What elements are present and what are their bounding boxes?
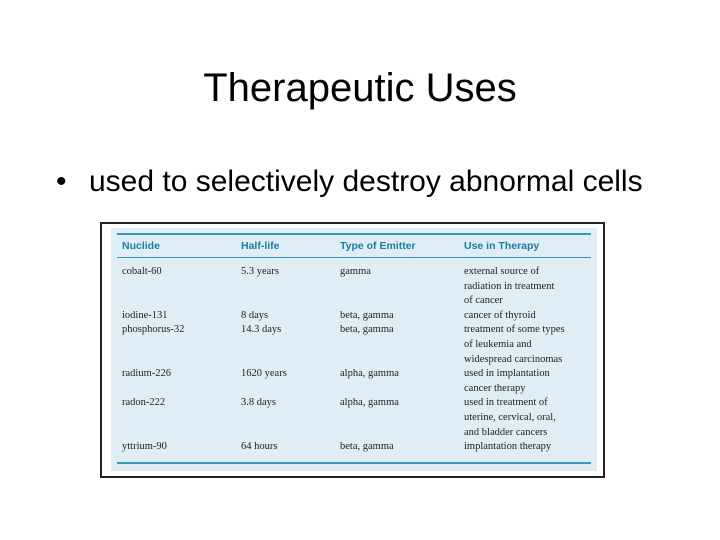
cell-emitter: beta, gamma (340, 309, 394, 321)
cell-emitter: beta, gamma (340, 324, 394, 336)
bullet-point (56, 162, 656, 202)
header-half-life: Half-life (241, 240, 280, 252)
cell-use: used in treatment of (464, 397, 548, 409)
cell-emitter: alpha, gamma (340, 397, 399, 409)
cell-use: uterine, cervical, oral, (464, 412, 556, 423)
cell-half-life: 1620 years (241, 368, 287, 380)
header-nuclide: Nuclide (122, 240, 160, 252)
cell-nuclide: yttrium-90 (122, 441, 167, 453)
cell-use: and bladder cancers (464, 426, 548, 438)
cell-nuclide: radon-222 (122, 397, 166, 409)
cell-use: external source of (464, 266, 540, 277)
cell-emitter: gamma (340, 266, 371, 277)
cell-use: used in implantation (464, 368, 550, 380)
cell-nuclide: radium-226 (122, 368, 171, 380)
cell-use: of leukemia and (464, 339, 532, 350)
cell-half-life: 5.3 years (241, 266, 279, 277)
cell-nuclide: cobalt-60 (122, 266, 162, 277)
cell-use: of cancer (464, 295, 503, 307)
cell-nuclide: phosphorus-32 (122, 324, 185, 336)
cell-half-life: 3.8 days (241, 397, 276, 409)
cell-use: cancer of thyroid (464, 309, 536, 321)
slide-title: Therapeutic Uses (203, 66, 517, 110)
bullet-text: used to selectively destroy abnormal cells (89, 165, 643, 198)
cell-use: implantation therapy (464, 441, 552, 453)
nuclide-table-image (100, 222, 605, 478)
cell-half-life: 64 hours (241, 441, 278, 453)
table-header-rule (117, 257, 591, 258)
header-use-in-therapy: Use in Therapy (464, 240, 540, 252)
header-type-of-emitter: Type of Emitter (340, 240, 416, 252)
cell-emitter: beta, gamma (340, 441, 394, 453)
cell-use: widespread carcinomas (464, 353, 563, 365)
nuclide-table (111, 228, 597, 471)
cell-use: treatment of some types (464, 324, 565, 336)
cell-half-life: 14.3 days (241, 324, 282, 336)
cell-use: cancer therapy (464, 382, 526, 394)
cell-emitter: alpha, gamma (340, 368, 399, 380)
cell-nuclide: iodine-131 (122, 309, 168, 321)
bullet-marker: • (56, 165, 67, 198)
table-top-rule (117, 233, 591, 235)
cell-use: radiation in treatment (464, 280, 555, 292)
cell-half-life: 8 days (241, 309, 269, 321)
table-bottom-rule (117, 462, 591, 464)
